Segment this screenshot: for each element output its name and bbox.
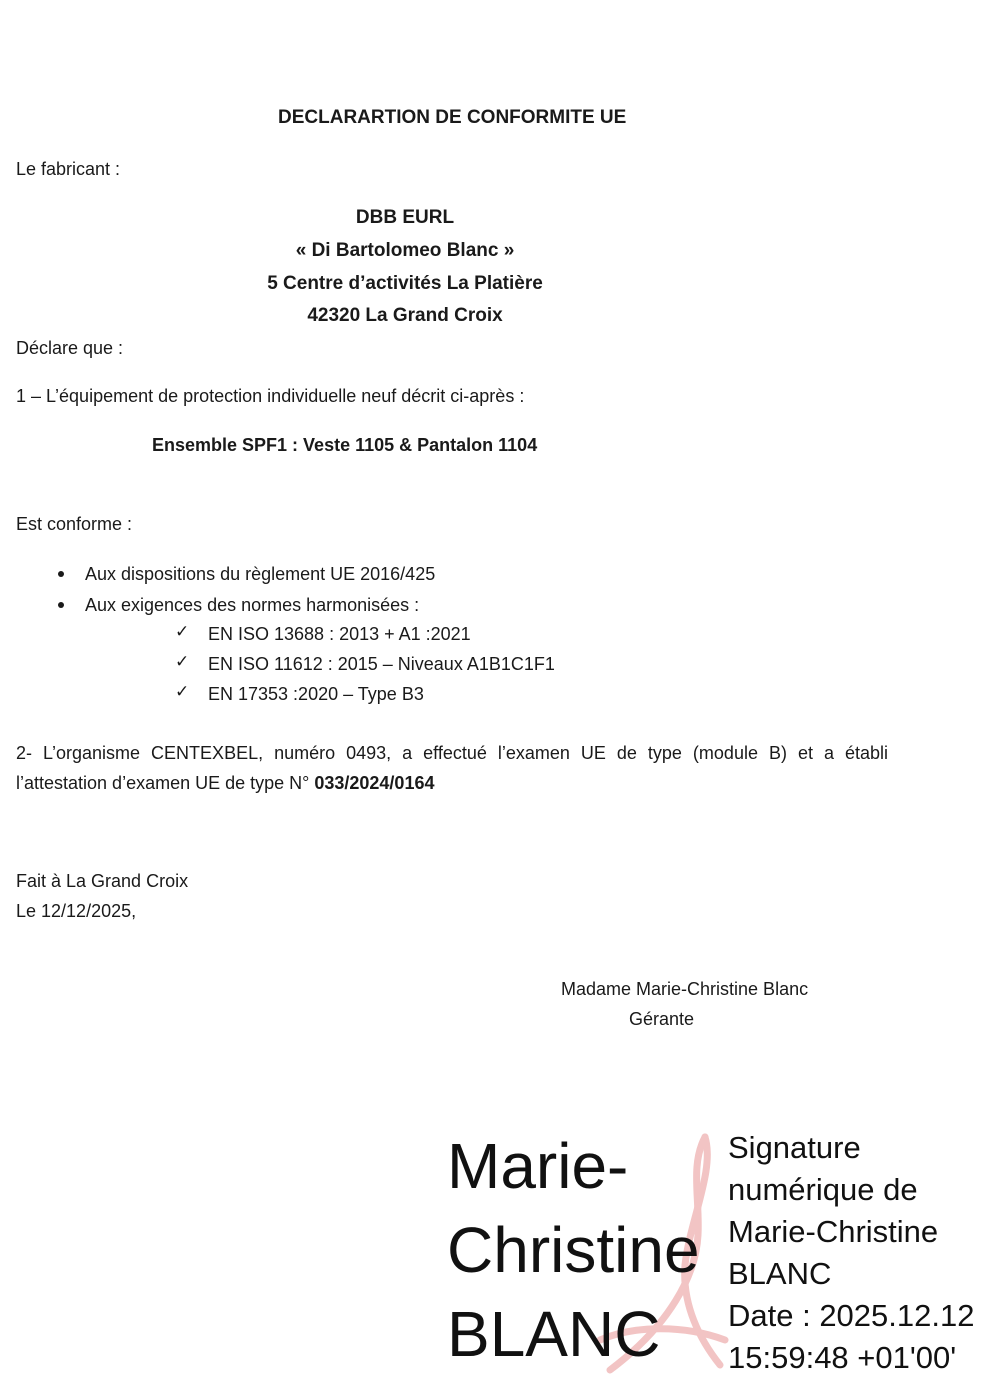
signature-info-line: numérique de: [728, 1172, 918, 1207]
section1-intro: 1 – L’équipement de protection individuelle neuf décrit ci-après :: [16, 386, 525, 406]
signature-info-line: Marie-Christine: [728, 1214, 939, 1249]
certificate-number: 033/2024/0164: [314, 773, 435, 793]
standard-item: EN ISO 13688 : 2013 + A1 :2021: [208, 624, 471, 644]
checkmark-icon: ✓: [175, 622, 190, 642]
manufacturer-name: DBB EURL: [355, 207, 455, 228]
signature-info-line: Signature: [728, 1130, 861, 1165]
signatory-role: Gérante: [629, 1009, 695, 1029]
section2-line1: 2- L’organisme CENTEXBEL, numéro 0493, a effectué l’examen UE de type (module B) et a établi: [16, 743, 888, 763]
bullet-item-regulation: Aux dispositions du règlement UE 2016/425: [85, 564, 436, 584]
bullet-item-standards: Aux exigences des normes harmonisées :: [85, 595, 420, 615]
signature-name-line: BLANC: [447, 1298, 661, 1370]
place-line: Fait à La Grand Croix: [16, 871, 189, 891]
signature-time-line: 15:59:48 +01'00': [728, 1340, 957, 1375]
manufacturer-label: Le fabricant :: [16, 159, 121, 179]
manufacturer-address: 5 Centre d’activités La Platière: [267, 273, 543, 294]
section2-line2-prefix: l’attestation d’examen UE de type N°: [16, 773, 315, 793]
manufacturer-city: 42320 La Grand Croix: [307, 305, 503, 326]
manufacturer-trade-name: « Di Bartolomeo Blanc »: [295, 240, 515, 261]
date-line: Le 12/12/2025,: [16, 901, 137, 921]
document-title: DECLARARTION DE CONFORMITE UE: [278, 107, 627, 128]
product-name: Ensemble SPF1 : Veste 1105 & Pantalon 1104: [152, 435, 538, 455]
standard-item: EN 17353 :2020 – Type B3: [208, 684, 424, 704]
signature-name-line: Christine: [447, 1214, 700, 1286]
section2-line2: [16, 772, 434, 794]
standard-item: EN ISO 11612 : 2015 – Niveaux A1B1C1F1: [208, 654, 555, 674]
bullet-dot: [58, 602, 64, 608]
signature-date-line: Date : 2025.12.12: [728, 1298, 975, 1333]
checkmark-icon: ✓: [175, 682, 190, 702]
signatory-name: Madame Marie-Christine Blanc: [561, 979, 809, 999]
conform-label: Est conforme :: [16, 514, 133, 534]
signature-info-line: BLANC: [728, 1256, 832, 1291]
bullet-dot: [58, 571, 64, 577]
signature-name-line: Marie-: [447, 1130, 629, 1202]
checkmark-icon: ✓: [175, 652, 190, 672]
declares-label: Déclare que :: [16, 338, 124, 358]
